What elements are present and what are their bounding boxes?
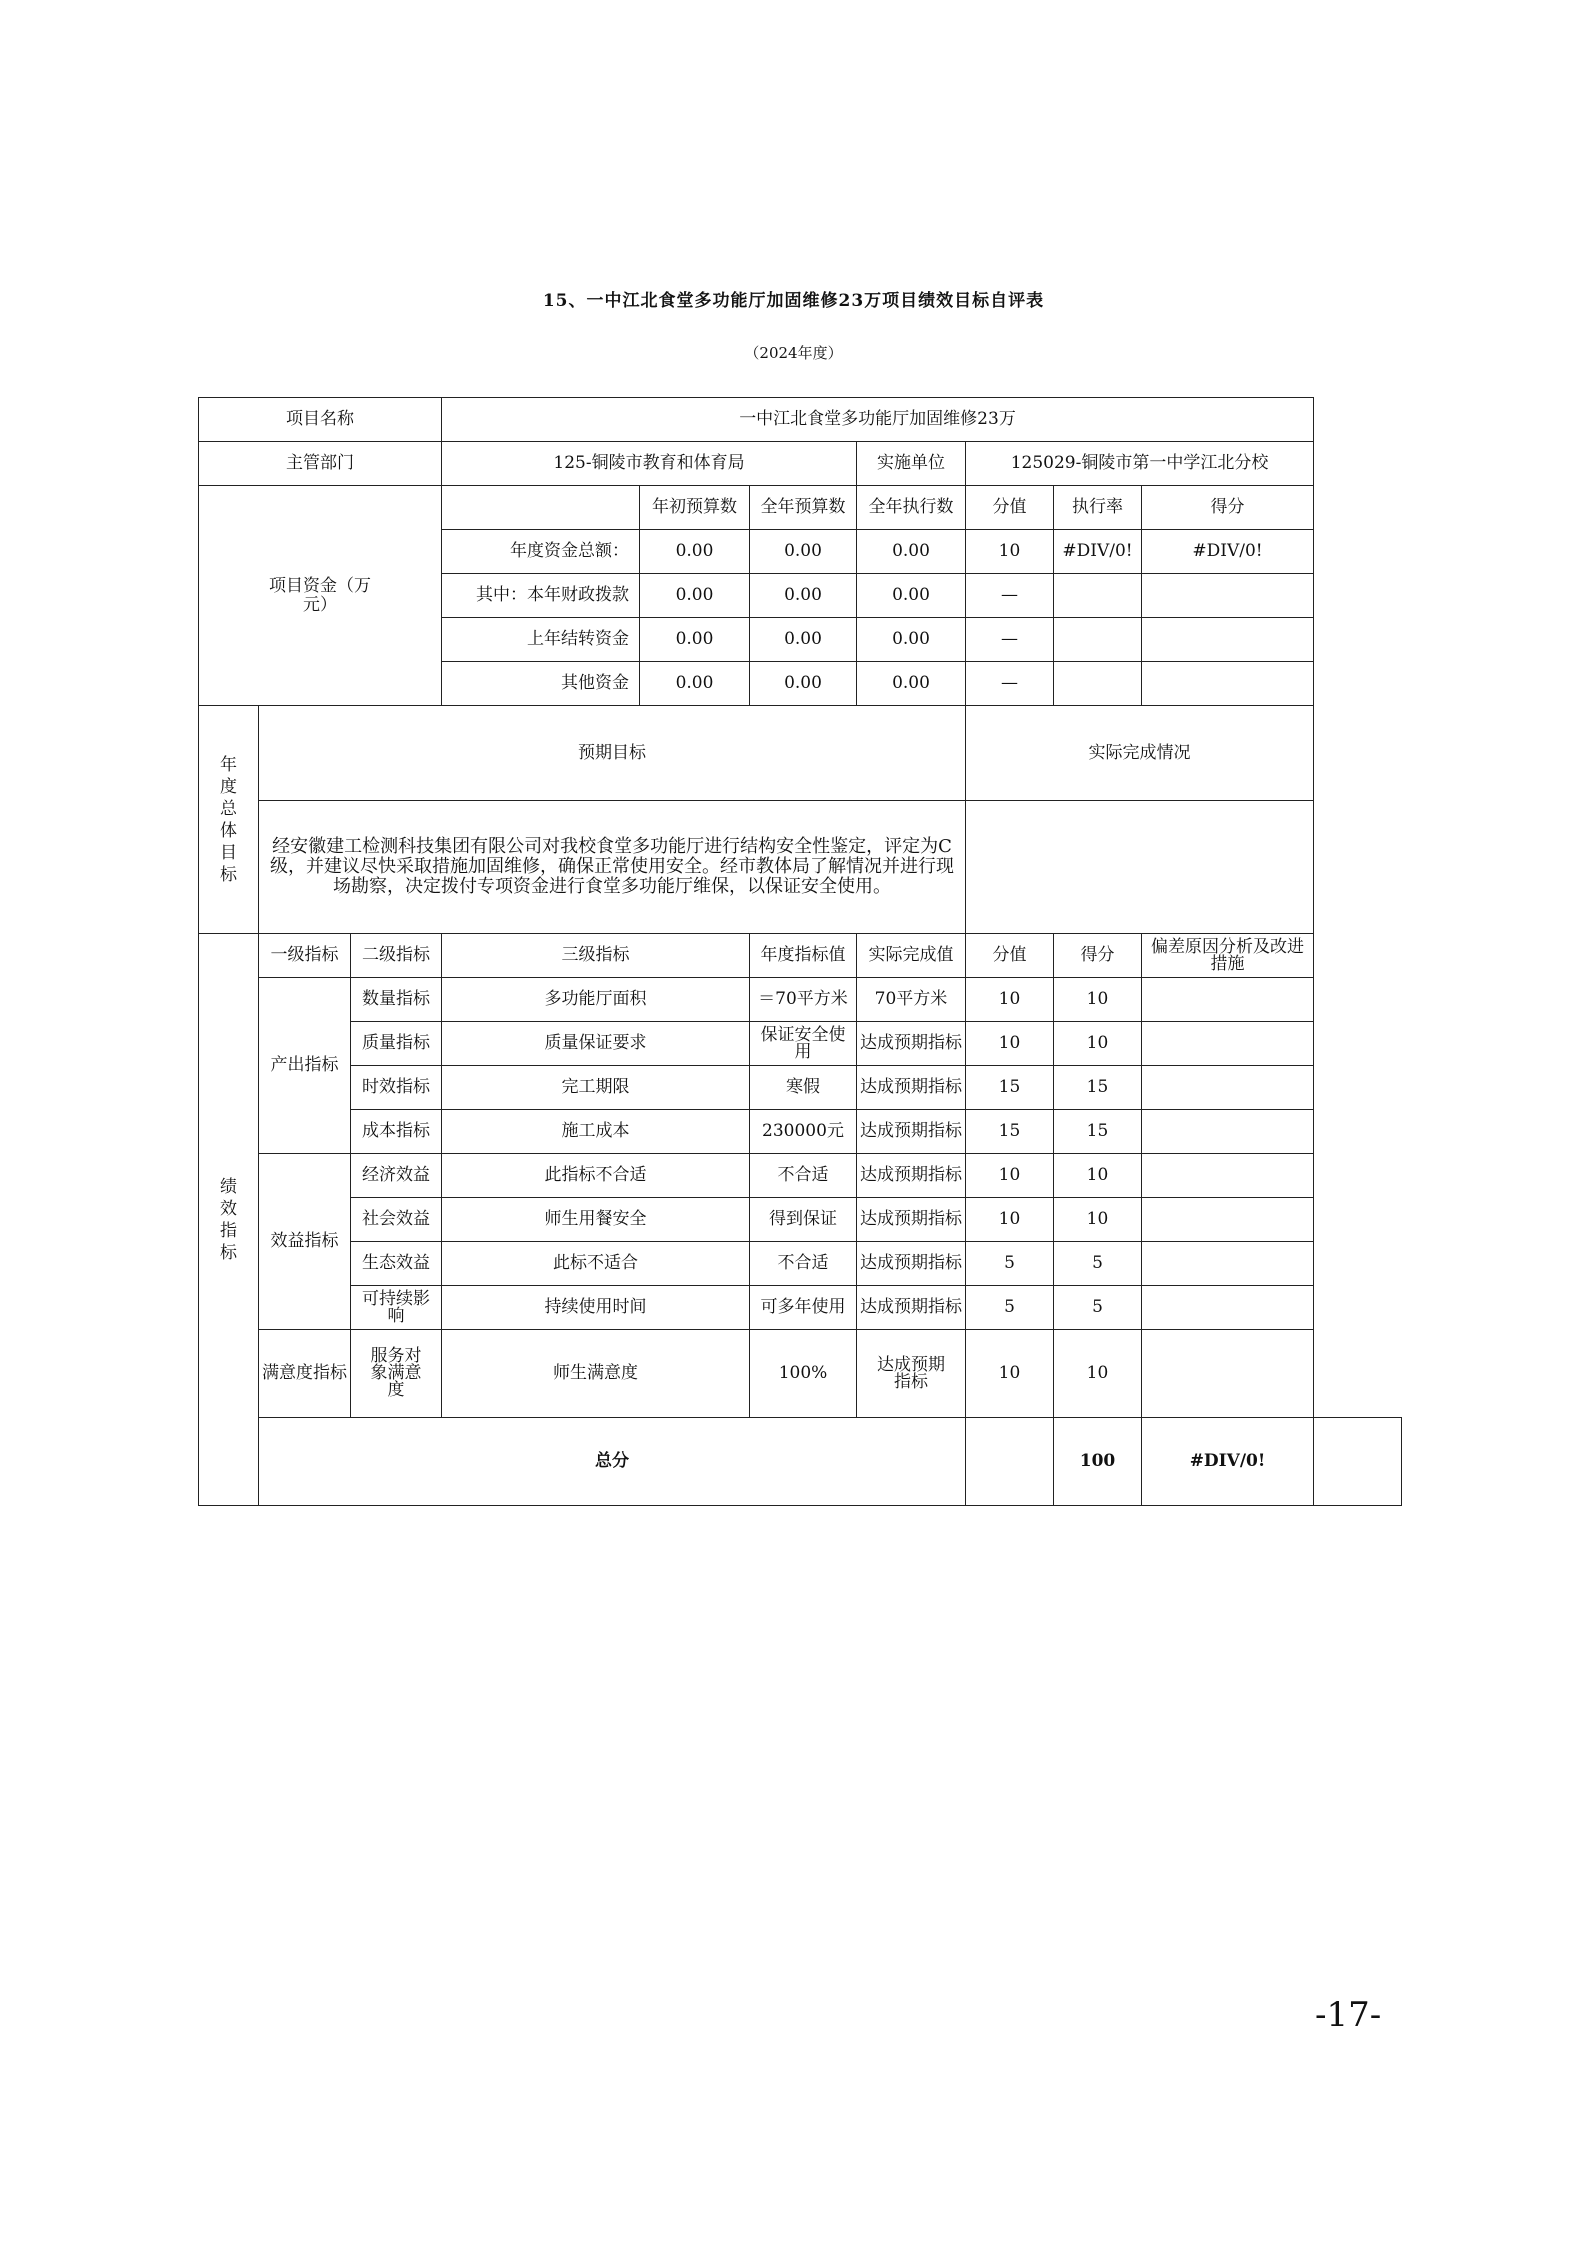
funds-row-rate [1054,662,1142,706]
perf-l3: 多功能厅面积 [442,978,750,1022]
perf-got: 15 [1054,1110,1142,1154]
perf-actual: 达成预期指标 [857,1022,966,1066]
perf-header-l1: 一级指标 [259,934,351,978]
perf-note [1142,1066,1314,1110]
funds-row-executed: 0.00 [857,574,966,618]
funds-row-executed: 0.00 [857,530,966,574]
perf-score: 10 [966,1154,1054,1198]
perf-score: 10 [966,1022,1054,1066]
perf-row [199,1198,1402,1242]
goals-actual-header: 实际完成情况 [966,706,1314,801]
perf-actual: 达成预期指标 [857,1198,966,1242]
funds-label-text: 项目资金（万元） [269,575,371,615]
perf-target: 保证安全使用 [750,1022,857,1066]
perf-note [1142,1286,1314,1330]
perf-l3: 此指标不合适 [442,1154,750,1198]
project-name-label: 项目名称 [199,398,442,442]
perf-target: 不合适 [750,1242,857,1286]
funds-row-score: — [966,618,1054,662]
total-blank [966,1418,1054,1506]
perf-got: 15 [1054,1066,1142,1110]
perf-got: 10 [1054,1198,1142,1242]
funds-row-label: 其他资金 [442,662,640,706]
perf-l3: 师生满意度 [442,1330,750,1418]
report-year: （2024年度） [744,344,843,362]
perf-l2-text: 服务对象满意度 [370,1346,422,1400]
goals-expected-header: 预期目标 [259,706,966,801]
perf-row [199,1154,1402,1198]
perf-actual: 达成预期指标 [857,1242,966,1286]
funds-row-annual: 0.00 [750,618,857,662]
perf-score: 15 [966,1066,1054,1110]
perf-l2: 数量指标 [351,978,442,1022]
perf-actual [857,1330,966,1418]
perf-header-l2: 二级指标 [351,934,442,978]
perf-row [199,1330,1402,1418]
perf-actual: 达成预期指标 [857,1066,966,1110]
perf-target: 得到保证 [750,1198,857,1242]
funds-row-rate [1054,618,1142,662]
perf-got: 10 [1054,1022,1142,1066]
total-score: 100 [1054,1418,1142,1506]
perf-actual: 达成预期指标 [857,1286,966,1330]
funds-row-label: 其中：本年财政拨款 [442,574,640,618]
funds-header-rate: 执行率 [1054,486,1142,530]
perf-l2: 质量指标 [351,1022,442,1066]
perf-score: 5 [966,1286,1054,1330]
dept-label: 主管部门 [199,442,442,486]
perf-header-target: 年度指标值 [750,934,857,978]
perf-l2: 可持续影响 [351,1286,442,1330]
perf-row [199,1066,1402,1110]
perf-actual: 达成预期指标 [857,1154,966,1198]
perf-l3: 此标不适合 [442,1242,750,1286]
funds-row-score: — [966,662,1054,706]
perf-note [1142,978,1314,1022]
perf-got: 10 [1054,1154,1142,1198]
perf-l2: 社会效益 [351,1198,442,1242]
perf-header-l3: 三级指标 [442,934,750,978]
perf-row [199,1022,1402,1066]
perf-target: 不合适 [750,1154,857,1198]
funds-header-initial: 年初预算数 [640,486,750,530]
total-note [1314,1418,1402,1506]
dept-value: 125-铜陵市教育和体育局 [442,442,857,486]
funds-row-got: #DIV/0! [1142,530,1314,574]
funds-header-annual: 全年预算数 [750,486,857,530]
page-title: 15、一中江北食堂多功能厅加固维修23万项目绩效目标自评表 [542,291,1045,311]
funds-header-executed: 全年执行数 [857,486,966,530]
funds-row-annual: 0.00 [750,574,857,618]
perf-note [1142,1242,1314,1286]
funds-header-blank [442,486,640,530]
funds-row-rate [1054,574,1142,618]
perf-score: 10 [966,1198,1054,1242]
perf-header-actual: 实际完成值 [857,934,966,978]
perf-row [199,1110,1402,1154]
perf-got: 10 [1054,978,1142,1022]
total-got: #DIV/0! [1142,1418,1314,1506]
perf-group-output: 产出指标 [259,978,351,1154]
funds-header-got: 得分 [1142,486,1314,530]
perf-target: 可多年使用 [750,1286,857,1330]
perf-l3: 持续使用时间 [442,1286,750,1330]
perf-note [1142,1154,1314,1198]
perf-row [199,978,1402,1022]
perf-score: 5 [966,1242,1054,1286]
perf-l2: 生态效益 [351,1242,442,1286]
perf-l3: 师生用餐安全 [442,1198,750,1242]
perf-header-got: 得分 [1054,934,1142,978]
goals-expected-text: 经安徽建工检测科技集团有限公司对我校食堂多功能厅进行结构安全性鉴定，评定为C级，并建议尽快采取措施加固维修，确保正常使用安全。经市教体局了解情况并进行现场勘察，决定拨付专项资金进行食堂多功能厅维保，以保证安全使用。 [259,801,966,934]
performance-table [198,397,1402,1506]
perf-got: 5 [1054,1242,1142,1286]
funds-row-score: — [966,574,1054,618]
perf-actual: 达成预期指标 [857,1110,966,1154]
perf-score: 15 [966,1110,1054,1154]
perf-row [199,1286,1402,1330]
funds-header-score: 分值 [966,486,1054,530]
funds-row-annual: 0.00 [750,662,857,706]
perf-note [1142,1022,1314,1066]
funds-row-label: 年度资金总额： [442,530,640,574]
perf-l2: 时效指标 [351,1066,442,1110]
perf-l2: 经济效益 [351,1154,442,1198]
perf-note [1142,1330,1314,1418]
funds-row-executed: 0.00 [857,662,966,706]
perf-note [1142,1110,1314,1154]
perf-target: 230000元 [750,1110,857,1154]
funds-row-initial: 0.00 [640,618,750,662]
perf-group-benefit: 效益指标 [259,1154,351,1330]
funds-row-initial: 0.00 [640,530,750,574]
funds-row-got [1142,574,1314,618]
funds-row-got [1142,662,1314,706]
unit-value: 125029-铜陵市第一中学江北分校 [966,442,1314,486]
perf-l3: 完工期限 [442,1066,750,1110]
funds-row-score: 10 [966,530,1054,574]
perf-target: 100% [750,1330,857,1418]
perf-got: 10 [1054,1330,1142,1418]
goals-actual-text [966,801,1314,934]
funds-row-annual: 0.00 [750,530,857,574]
perf-label [199,934,259,1506]
goals-label [199,706,259,934]
perf-group-satisfaction: 满意度指标 [259,1330,351,1418]
perf-note [1142,1198,1314,1242]
funds-row-initial: 0.00 [640,662,750,706]
perf-header-note: 偏差原因分析及改进措施 [1142,934,1314,978]
total-label: 总分 [259,1418,966,1506]
perf-header-score: 分值 [966,934,1054,978]
page-number: -17- [1315,1995,1382,2035]
perf-l3: 施工成本 [442,1110,750,1154]
perf-actual: 70平方米 [857,978,966,1022]
perf-l3: 质量保证要求 [442,1022,750,1066]
perf-score: 10 [966,978,1054,1022]
funds-row-label: 上年结转资金 [442,618,640,662]
perf-label-text: 绩效指标 [220,1176,237,1263]
perf-l2 [351,1330,442,1418]
funds-row-rate: #DIV/0! [1054,530,1142,574]
perf-got: 5 [1054,1286,1142,1330]
perf-row [199,1242,1402,1286]
perf-actual-text: 达成预期指标 [877,1354,945,1392]
perf-score: 10 [966,1330,1054,1418]
project-name-value: 一中江北食堂多功能厅加固维修23万 [442,398,1314,442]
funds-row-executed: 0.00 [857,618,966,662]
perf-l2: 成本指标 [351,1110,442,1154]
funds-row-initial: 0.00 [640,574,750,618]
funds-label [199,486,442,706]
perf-target: ＝70平方米 [750,978,857,1022]
perf-target: 寒假 [750,1066,857,1110]
funds-row-got [1142,618,1314,662]
goals-label-text: 年度总体目标 [220,754,237,885]
unit-label: 实施单位 [857,442,966,486]
